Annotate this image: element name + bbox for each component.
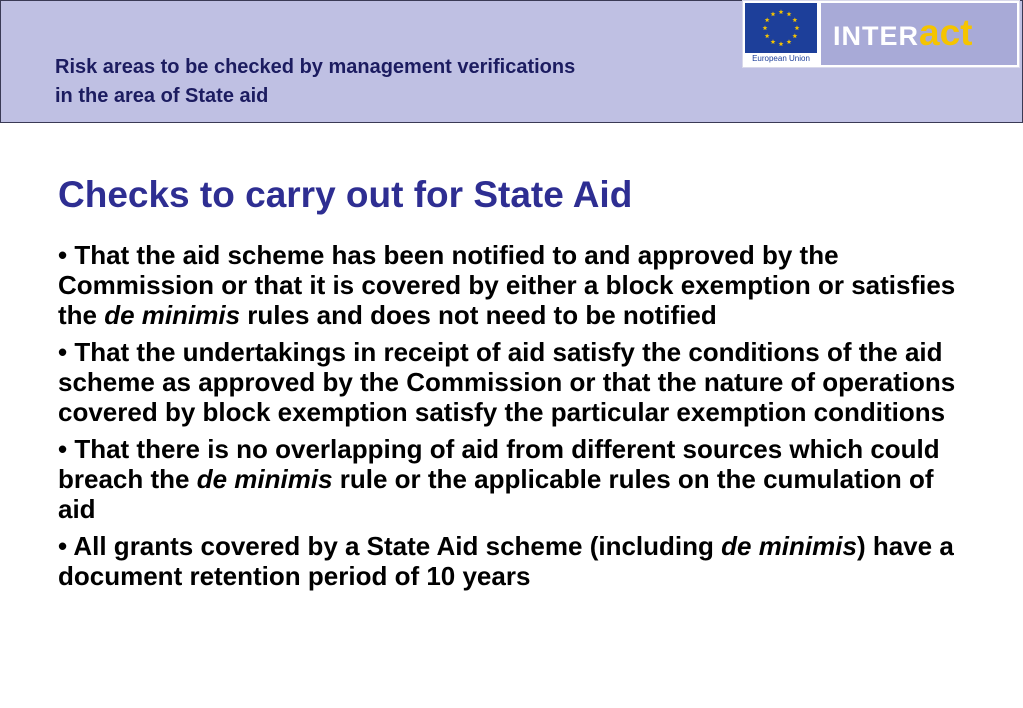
interact-inter-text: INTER: [833, 21, 919, 51]
bullet-text-end: rules and does not need to be notified: [240, 300, 717, 330]
bullet-list: [58, 240, 973, 598]
eu-star: [792, 17, 797, 22]
slide-title-line-1: Risk areas to be checked by management verifications: [55, 56, 576, 78]
bullet-item: [58, 531, 973, 591]
bullet-italic-term: de minimis: [196, 464, 333, 494]
eu-star: [765, 33, 770, 38]
bullet-text: • That there is no overlapping of aid from different sources which could breach the: [58, 434, 940, 494]
eu-star: [792, 33, 797, 38]
eu-star: [779, 41, 784, 46]
eu-star: [787, 39, 792, 44]
eu-star: [779, 9, 784, 14]
bullet-text: • That the aid scheme has been notified to and approved by the Commission or that it is covered by either a block exemption or satisfies the: [58, 240, 956, 330]
eu-star: [795, 25, 800, 30]
slide-title-line-2: in the area of State aid: [55, 85, 269, 107]
bullet-italic-term: de minimis: [104, 300, 241, 330]
bullet-text: • All grants covered by a State Aid scheme (including: [58, 531, 722, 561]
slide-title: [55, 53, 745, 111]
eu-star: [787, 12, 792, 17]
interact-wordmark: [833, 13, 972, 61]
eu-caption: European Union: [752, 54, 810, 63]
bullet-item: [58, 337, 973, 427]
eu-star: [771, 39, 776, 44]
page-heading: Checks to carry out for State Aid: [58, 174, 633, 215]
bullet-text-end: rule or the applicable rules on the cumulation of aid: [58, 464, 934, 524]
logo: [742, 0, 1020, 68]
bullet-text-end: ) have a document retention period of 10 years: [58, 531, 954, 591]
interact-act-text: act: [919, 12, 973, 53]
eu-star: [765, 17, 770, 22]
interact-logo: [821, 3, 1017, 65]
bullet-italic-term: de minimis: [721, 531, 857, 561]
eu-flag-icon: [745, 3, 817, 53]
bullet-item: [58, 240, 973, 330]
eu-stars-icon: [745, 3, 817, 53]
eu-star: [763, 25, 768, 30]
bullet-text: • That the undertakings in receipt of aid satisfy the conditions of the aid scheme as approved by the Commission or that the nature of operations covered by block exemption satisfy the particular exemption conditions: [58, 337, 956, 427]
eu-star: [771, 12, 776, 17]
bullet-item: [58, 434, 973, 524]
